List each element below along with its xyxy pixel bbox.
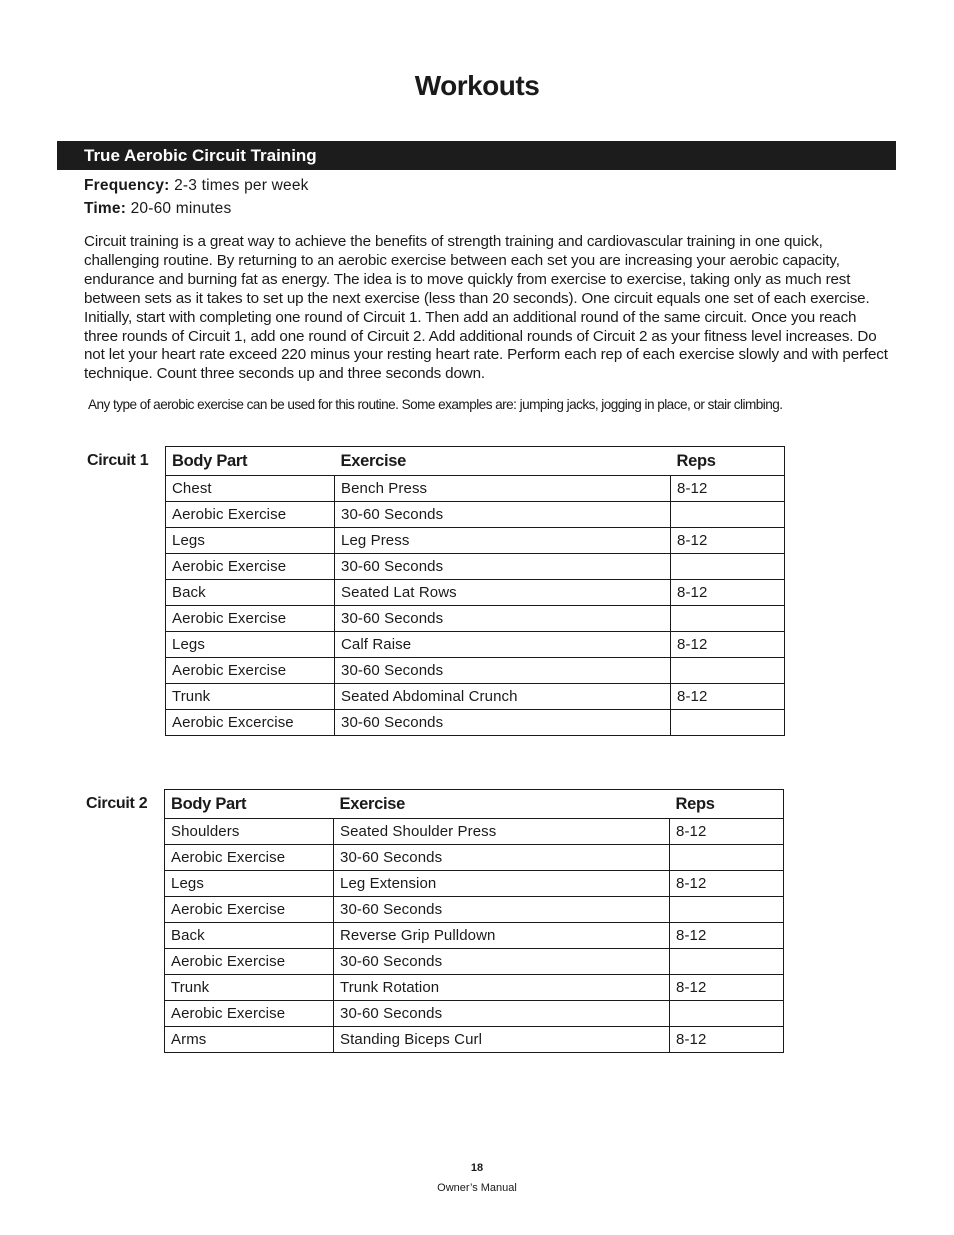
intro-paragraph: Circuit training is a great way to achieve the benefits of strength training and cardiovascular training in one quick, challenging routine. By returning to an aerobic exercise between each set you are increasing your aerobic capacity, endurance and burning fat as energy. The idea is to move quickly from exercise to exercise, taking only as much rest between sets as it takes to set up the next exercise (less than 20 seconds). One circuit equals one set of each exercise. Initially, start with completing one round of Circuit 1. Then add an additional round of the same circuit. Once you reach three rounds of Circuit 1, add one round of Circuit 2. Add additional rounds of Circuit 2 as your fitness level increases. Do not let your heart rate exceed 220 minus your resting heart rate. Perform each rep of each exercise slowly and with perfect technique. Count three seconds up and three seconds down. bbox=[84, 233, 888, 383]
table-cell: 30-60 Seconds bbox=[334, 949, 670, 975]
table-cell: Legs bbox=[165, 871, 334, 897]
table-row bbox=[166, 528, 785, 554]
table-row bbox=[166, 606, 785, 632]
table-cell: Aerobic Exercise bbox=[166, 606, 335, 632]
table-row bbox=[166, 580, 785, 606]
table-cell: 30-60 Seconds bbox=[334, 1001, 670, 1027]
table-cell bbox=[671, 710, 785, 736]
table-cell: 30-60 Seconds bbox=[335, 554, 671, 580]
table-cell: Legs bbox=[166, 632, 335, 658]
table-row bbox=[166, 502, 785, 528]
table-row bbox=[165, 897, 784, 923]
column-header: Reps bbox=[670, 790, 784, 819]
column-header: Exercise bbox=[334, 790, 670, 819]
column-header: Body Part bbox=[166, 447, 335, 476]
table-cell: Aerobic Exercise bbox=[166, 502, 335, 528]
table-cell: 8-12 bbox=[670, 871, 784, 897]
table-cell: Calf Raise bbox=[335, 632, 671, 658]
time-label: Time: bbox=[84, 200, 127, 217]
note-paragraph: Any type of aerobic exercise can be used for this routine. Some examples are: jumping jacks, jogging in place, or stair climbing. bbox=[88, 397, 783, 412]
table-cell: 30-60 Seconds bbox=[335, 502, 671, 528]
table-cell: Aerobic Exercise bbox=[165, 1001, 334, 1027]
table-cell: Aerobic Exercise bbox=[165, 845, 334, 871]
table-cell: Seated Shoulder Press bbox=[334, 819, 670, 845]
table-row bbox=[166, 632, 785, 658]
table-cell: Back bbox=[166, 580, 335, 606]
table-cell: Back bbox=[165, 923, 334, 949]
page-title: Workouts bbox=[414, 70, 540, 101]
circuit-2-table bbox=[164, 789, 784, 1053]
table-cell: Trunk Rotation bbox=[334, 975, 670, 1001]
table-cell: 30-60 Seconds bbox=[334, 845, 670, 871]
table-cell: 30-60 Seconds bbox=[335, 606, 671, 632]
table-cell: Aerobic Exercise bbox=[165, 949, 334, 975]
table-row bbox=[165, 871, 784, 897]
table-cell: 8-12 bbox=[670, 1027, 784, 1053]
table-cell: 8-12 bbox=[671, 476, 785, 502]
table-cell: 30-60 Seconds bbox=[335, 710, 671, 736]
table-cell: Seated Lat Rows bbox=[335, 580, 671, 606]
table-cell: Seated Abdominal Crunch bbox=[335, 684, 671, 710]
table-cell: Legs bbox=[166, 528, 335, 554]
table-cell bbox=[670, 1001, 784, 1027]
table-row bbox=[165, 819, 784, 845]
table-row bbox=[166, 710, 785, 736]
table-row bbox=[165, 975, 784, 1001]
column-header: Exercise bbox=[335, 447, 671, 476]
table-row bbox=[165, 949, 784, 975]
table-row bbox=[166, 476, 785, 502]
frequency-value: 2-3 times per week bbox=[169, 177, 309, 194]
table-cell: 30-60 Seconds bbox=[334, 897, 670, 923]
table-cell: Reverse Grip Pulldown bbox=[334, 923, 670, 949]
table-cell: Leg Press bbox=[335, 528, 671, 554]
table-cell: Arms bbox=[165, 1027, 334, 1053]
table-cell: Aerobic Exercise bbox=[166, 554, 335, 580]
table-cell: Leg Extension bbox=[334, 871, 670, 897]
table-row bbox=[165, 923, 784, 949]
table-cell: 8-12 bbox=[670, 923, 784, 949]
table-cell: 30-60 Seconds bbox=[335, 658, 671, 684]
table-cell: 8-12 bbox=[670, 819, 784, 845]
circuit-2-label: Circuit 2 bbox=[86, 795, 148, 812]
table-cell bbox=[671, 606, 785, 632]
table-cell bbox=[671, 554, 785, 580]
table-cell: 8-12 bbox=[671, 632, 785, 658]
page-number: 18 bbox=[470, 1162, 484, 1174]
column-header: Body Part bbox=[165, 790, 334, 819]
table-cell bbox=[671, 658, 785, 684]
section-heading: True Aerobic Circuit Training bbox=[57, 141, 896, 170]
table-cell bbox=[670, 949, 784, 975]
table-cell: Trunk bbox=[165, 975, 334, 1001]
table-cell: 8-12 bbox=[671, 528, 785, 554]
table-row bbox=[166, 658, 785, 684]
table-row bbox=[165, 1001, 784, 1027]
table-cell bbox=[670, 897, 784, 923]
table-cell: Trunk bbox=[166, 684, 335, 710]
time-value: 20-60 minutes bbox=[126, 200, 232, 217]
time-line bbox=[84, 200, 231, 218]
frequency-label: Frequency: bbox=[84, 177, 170, 194]
table-cell: Bench Press bbox=[335, 476, 671, 502]
table-cell: Standing Biceps Curl bbox=[334, 1027, 670, 1053]
table-cell: Chest bbox=[166, 476, 335, 502]
document-name: Owner’s Manual bbox=[437, 1182, 517, 1194]
circuit-1-label: Circuit 1 bbox=[87, 452, 149, 469]
frequency-line bbox=[84, 177, 309, 195]
table-cell bbox=[671, 502, 785, 528]
table-cell: 8-12 bbox=[671, 580, 785, 606]
table-cell: Shoulders bbox=[165, 819, 334, 845]
table-cell: 8-12 bbox=[671, 684, 785, 710]
table-row bbox=[166, 554, 785, 580]
table-cell: Aerobic Exercise bbox=[166, 658, 335, 684]
table-cell: Aerobic Excercise bbox=[166, 710, 335, 736]
table-cell: 8-12 bbox=[670, 975, 784, 1001]
table-row bbox=[166, 684, 785, 710]
table-header-row bbox=[166, 447, 785, 476]
table-row bbox=[165, 845, 784, 871]
table-row bbox=[165, 1027, 784, 1053]
table-cell bbox=[670, 845, 784, 871]
table-cell: Aerobic Exercise bbox=[165, 897, 334, 923]
column-header: Reps bbox=[671, 447, 785, 476]
table-header-row bbox=[165, 790, 784, 819]
circuit-1-table bbox=[165, 446, 785, 736]
